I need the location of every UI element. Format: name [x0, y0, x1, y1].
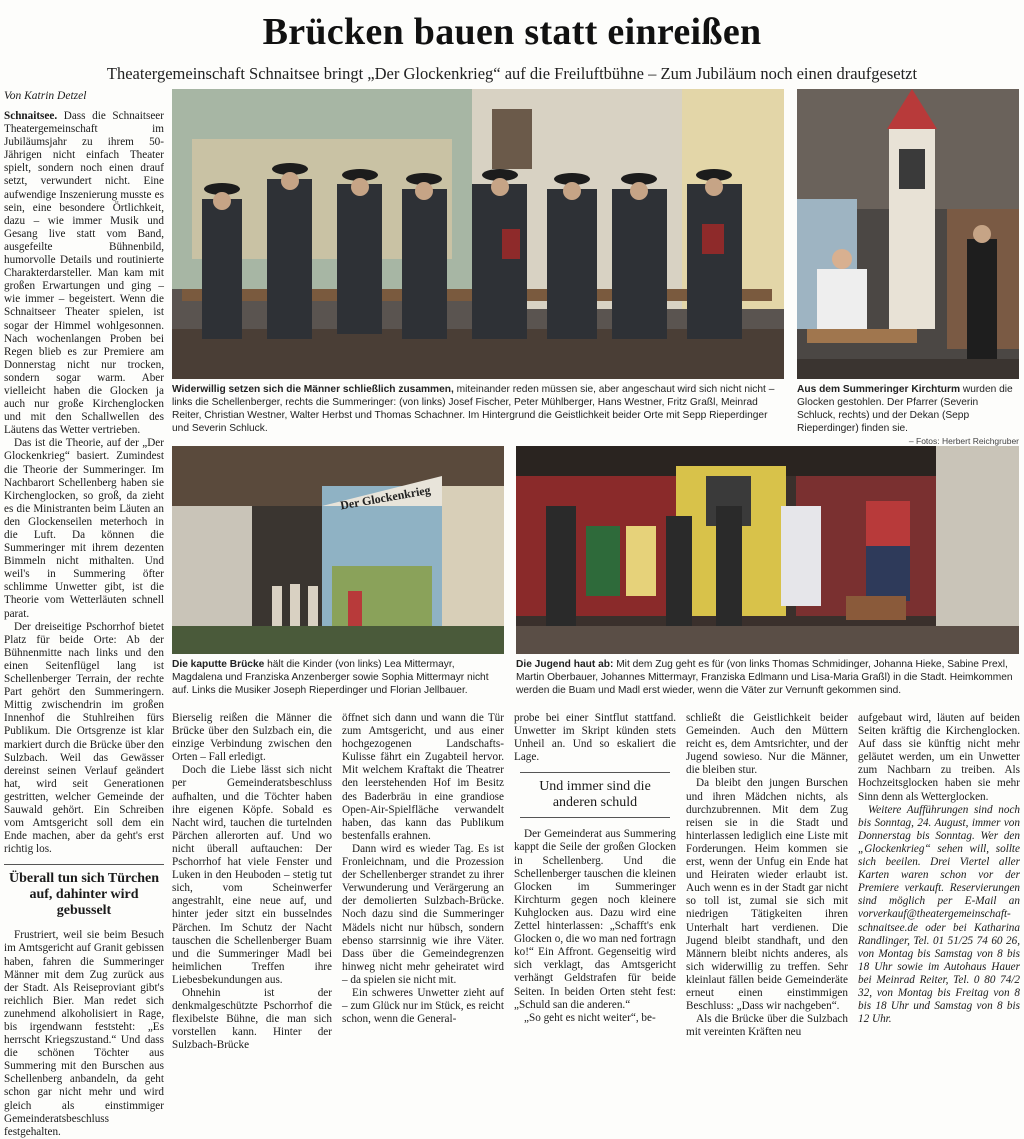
article-subheadline: Theatergemeinschaft Schnaitsee bringt „Der Glockenkrieg“ auf die Freiluftbühne – Zum Jubiläum noch einen draufgesetzt — [106, 64, 918, 83]
text-column-3 — [342, 712, 504, 1026]
photo-youth-caption — [516, 658, 1019, 710]
column-2-paragraph-1: Bierselig reißen die Männer die Brücke über den Sulzbach ein, die einzige Verbindung zwischen den Orten – Fall erledigt. — [172, 712, 332, 764]
performance-info: Weitere Aufführungen sind noch bis Sonntag, 24. August, immer von Donnerstag bis Sonntag. Wer den „Glockenkrieg“ sehen will, sollte sich beeilen. Drei Viertel aller Karten waren schon vor der Premiere verkauft. Reservierungen sind möglich per E-Mail an vorverkauf@theatergemeinschaft-schnaitsee.de oder bei Katharina Randlinger, Tel. 01 51/25 74 60 26, von Montag bis Samstag von 8 bis 18 Uhr sowie im Autohaus Hauer bei Meinrad Reiter, Tel. 0 80 74/2 32, von Montag bis Freitag von 8 bis 18 Uhr und Samstag von 8 bis 12 Uhr. — [858, 803, 1020, 1026]
section-subhead-1: Überall tun sich Türchen auf, dahinter wird gebusselt — [4, 864, 164, 919]
photo-men-caption-lead: Widerwillig setzen sich die Männer schließlich zusammen, — [172, 384, 454, 395]
column-2-paragraph-3: Ohnehin ist der denkmalgeschützte Pschorrhof die flexibelste Bühne, die man sich vorstellen kann. Hinter der Sulzbach-Brücke — [172, 986, 332, 1052]
text-column-2 — [172, 712, 332, 1052]
article-headline: Brücken bauen statt einreißen — [262, 11, 762, 53]
photo-youth-caption-lead: Die Jugend haut ab: — [516, 659, 614, 670]
photo-bridge-caption — [172, 658, 504, 710]
photo-youth-caption-text: Mit dem Zug geht es für (von links Thomas Schmidinger, Johanna Hieke, Sabine Prexl, Martin Oberbauer, Johannes Mittermayr, Franziska Edlmann und Lisa-Maria Graßl) in die Stadt. Heimkommen werden die Buam und Madl erst wieder, wenn die Väter zur Vernunft gekommen sind. — [516, 659, 1013, 696]
text-column-4 — [514, 712, 676, 1024]
photo-tower-caption-text: wurden die Glocken gestohlen. Der Pfarrer (Severin Schluck, rechts) und der Dekan (Sepp Rieperdinger) finden sie. — [797, 384, 1013, 434]
column-1-paragraph-2: Das ist die Theorie, auf der „Der Glockenkrieg“ basiert. Zumindest die Theorie der Summeringer. Im Nachbarort Schellenberg haben sie Kirchenglocken, so groß, da zieht es die Ministranten beim Läuten an den Glockenseilen meterhoch in die Luft. Da können die Summeringer mit ihrem dezenten Bimmeln nicht mithalten. Und weil's in Summering öfter schlimme Unwetter gibt, ist die Theorie vom Wetterläuten schnell parat. — [4, 437, 164, 620]
column-5-paragraph-1: schließt die Geistlichkeit beider Gemeinden. Auch den Müttern reicht es, dem Amtsrichter, und der Jugend sowieso. Nur die Männer, die bleiben stur. — [686, 712, 848, 777]
photo-men-on-bench — [172, 89, 784, 379]
column-3-paragraph-2: Dann wird es wieder Tag. Es ist Fronleichnam, und die Prozession der Schellenberger strandet zu ihrer Verwunderung und Verärgerung an der demolierten Sulzbach-Brücke. Noch dazu sind die Summeringer Mädels nicht nur hübsch, sondern ebenso starrsinnig wie ihre Väter. Dass über die Gemeindegrenzen hinweg nicht mehr geheiratet wird – da spielen sie nicht mit. — [342, 842, 504, 986]
column-1-paragraph-1 — [4, 110, 164, 437]
column-5-paragraph-2: Da bleibt den jungen Burschen und ihren Mädchen nichts, als durchzubrennen. Mit dem Zug reisen sie in die Stadt und hinterlassen lediglich eine Liste mit Forderungen. Heim kommen sie erst, wenn der Unfug ein Ende hat und Heiraten wieder erlaubt ist. Auch wenn es in der Stadt gar nicht so toll ist, zumal sie sich mit niedrigen Tätigkeiten ihren Unterhalt hart verdienen. Die Jugend bleibt standhaft, und den Männern bleibt nichts anderes, als sich widerwillig zu treffen. Sehr kleinlaut fällen beide Gemeinderäte erneut einen einstimmigen Beschluss: „Dass wir nachgeben“. — [686, 777, 848, 1013]
column-1-paragraph-1-text: Dass die Schnaitseer Theatergemeinschaft im Jubiläumsjahr zu ihrem 50-Jährigen nicht einfach Theater spielt, sondern noch einen drauf setzt, verwundert nicht. Eine aufwendige Inszenierung musste es sein, eine besondere Örtlichkeit, dazu – wie immer Musik und Gesang live statt vom Band, ausgefeilte Bühnenbild, humorvolle Details und routinierte Charakterdarsteller. Man kam mit großen Erwartungen und ging – wie immer – begeistert. Wenn die Schnaitseer Theater spielen, ist sogar der Himmel wohlgesonnen. Nach wochenlangen Proben bei Regen blieb es zur Premiere am Donnerstag nicht nur trocken, sondern sogar warm. Aber vielleicht haben die Glocken ja auch nur große Kirchenglocken und mit den Schallwellen des Läutens das Wetter vertrieben. — [4, 110, 164, 437]
column-1-paragraph-3: Der dreiseitige Pschorrhof bietet Platz für beide Orte: Ab der Bühnenmitte nach links und den einen Seitenflügel lang ist Schellenberger Terrain, der rechte Part gehört den Summeringern. Mittig zwischendrin im großen Innenhof die Stuhlreihen fürs Publikum. Die Ortsgrenze ist klar markiert durch die Brücke über den Sulzbach. Weil das Gewässer dereinst seinen Verlauf geändert hat, wird seit Generationen gestritten, welcher Gemeinde der Sauwald gehört. Ein Schreiben vom Amtsgericht soll dem ein Ende machen, aber da geht's erst richtig los. — [4, 620, 164, 856]
column-4-paragraph-3: „So geht es nicht weiter“, be- — [524, 1011, 656, 1024]
column-3-paragraph-3: Ein schweres Unwetter zieht auf – zum Glück nur im Stück, es reicht schon, wenn die General- — [342, 986, 504, 1026]
photo-tower-caption-lead: Aus dem Summeringer Kirchturm — [797, 384, 961, 395]
column-6-paragraph-1: aufgebaut wird, läuten auf beiden Seiten kräftig die Kirchenglocken. Auf dass sie künftig nicht mehr geläutet werden, um ein Unwetter zum Nachbarn zu treiben. Als Hochzeitsglocken haben sie mehr Sinn denn als Wetterglocken. — [858, 712, 1020, 803]
text-column-5 — [686, 712, 848, 1039]
article-byline: Von Katrin Detzel — [4, 90, 87, 102]
column-1-paragraph-4: Frustriert, weil sie beim Besuch im Amtsgericht auf Granit gebissen haben, fahren die Summeringer Männer mit dem Zug zurück aus der Stadt. Als Reiseproviant gibt's reichlich Bier. Man redet sich zunehmend alkoholisiert in Rage, bis irgendwann feststeht: „Es herrscht Kriegszustand.“ Und dass die schönen Töchter aus Summering mit den Burschen aus Schellenberg anbandeln, da geht schon gar nicht mehr und wird gleich als einstimmiger Gemeinderatsbeschluss festgehalten. — [4, 929, 164, 1138]
column-4-paragraph-1: probe bei einer Sintflut stattfand. Unwetter im Skript künden stets Unheil an. Und so eskaliert die Lage. — [514, 712, 676, 764]
text-column-1 — [4, 110, 164, 1138]
column-3-paragraph-1: öffnet sich dann und wann die Tür zum Amtsgericht, und aus einer hochgezogenen Landschafts-Kulisse fährt ein Zugabteil hervor. Mit welchem Kraftakt die Theatrer den leerstehenden Hof im Besitz des Baderbräu in eine grandiose Open-Air-Spielfläche verwandelt haben, das kann das Publikum bestenfalls erahnen. — [342, 712, 504, 842]
photo-broken-bridge — [172, 446, 504, 654]
photo-bridge-caption-lead: Die kaputte Brücke — [172, 659, 265, 670]
stage-sign-text: Der Glockenkrieg — [339, 482, 432, 513]
photo-men-caption-text: miteinander reden müssen sie, aber angeschaut wird sich nicht nicht – links die Schellenberger, rechts die Summeringer: (von links) Josef Fischer, Peter Mühlberger, Hans Westner, Fritz Graßl, Meinrad Reiter, Christian Westner, Walter Herbst und Thomas Schachner. Im Hintergrund die Geistlichkeit beider Orte mit Sepp Rieperdinger und Severin Schluck. — [172, 384, 775, 434]
photo-men-caption — [172, 383, 784, 435]
photo-credit: – Fotos: Herbert Reichgruber — [908, 436, 1019, 446]
section-subhead-2: Und immer sind die anderen schuld — [520, 772, 670, 818]
photo-tower-caption — [797, 383, 1019, 446]
column-2-paragraph-2: Doch die Liebe lässt sich nicht per Gemeinderatsbeschluss aufhalten, und die Töchter haben ihre eigenen Köpfe. Sobald es Nacht wird, tauchen die turtelnden Pärchen allerorten auf. Und wo nicht überall auftauchen: Der Pschorrhof hat viele Fenster und Luken in den Heuboden – stetig tut sich, vom Scheinwerfer angestrahlt, eine neue auf, und hinter jeder sitzt ein busselndes Pärchen. Im Schutz der Nacht tauschen die Schellenberger Buam und die Summeringer Madl bei heimlichen Treffen ihre Liebesbekundungen aus. — [172, 764, 332, 986]
photo-bridge-caption-text: hält die Kinder (von links) Lea Mittermayr, Magdalena und Franziska Anzenberger sowie Sophia Mittermayr nicht auf. Links die Musiker Joseph Rieperdinger und Florian Jellbauer. — [172, 659, 489, 696]
dateline: Schnaitsee. — [4, 110, 58, 122]
column-5-paragraph-3: Als die Brücke über die Sulzbach mit vereinten Kräften neu — [686, 1013, 848, 1039]
photo-church-tower — [797, 89, 1019, 379]
text-column-6 — [858, 712, 1020, 1026]
photo-youth-leaving — [516, 446, 1019, 654]
column-4-paragraph-2: Der Gemeinderat aus Summering kappt die Seile der großen Glocken in Schellenberg. Und die Schellenberger tauschen die kleinen Glocken im Summeringer Kirchturm gegen noch kleinere Kuhglocken aus. Dazu wird eine Zettel hinterlassen: „Schafft's enk Glocken o, die wo man ned fortragn ko!“ Ein Affront. Gegenseitig wird sich verklagt, das Amtsgericht verhängt Geldstrafen für beide Seiten. In beiden Orten steht fest: „Schuld san die anderen.“ — [514, 828, 676, 1011]
